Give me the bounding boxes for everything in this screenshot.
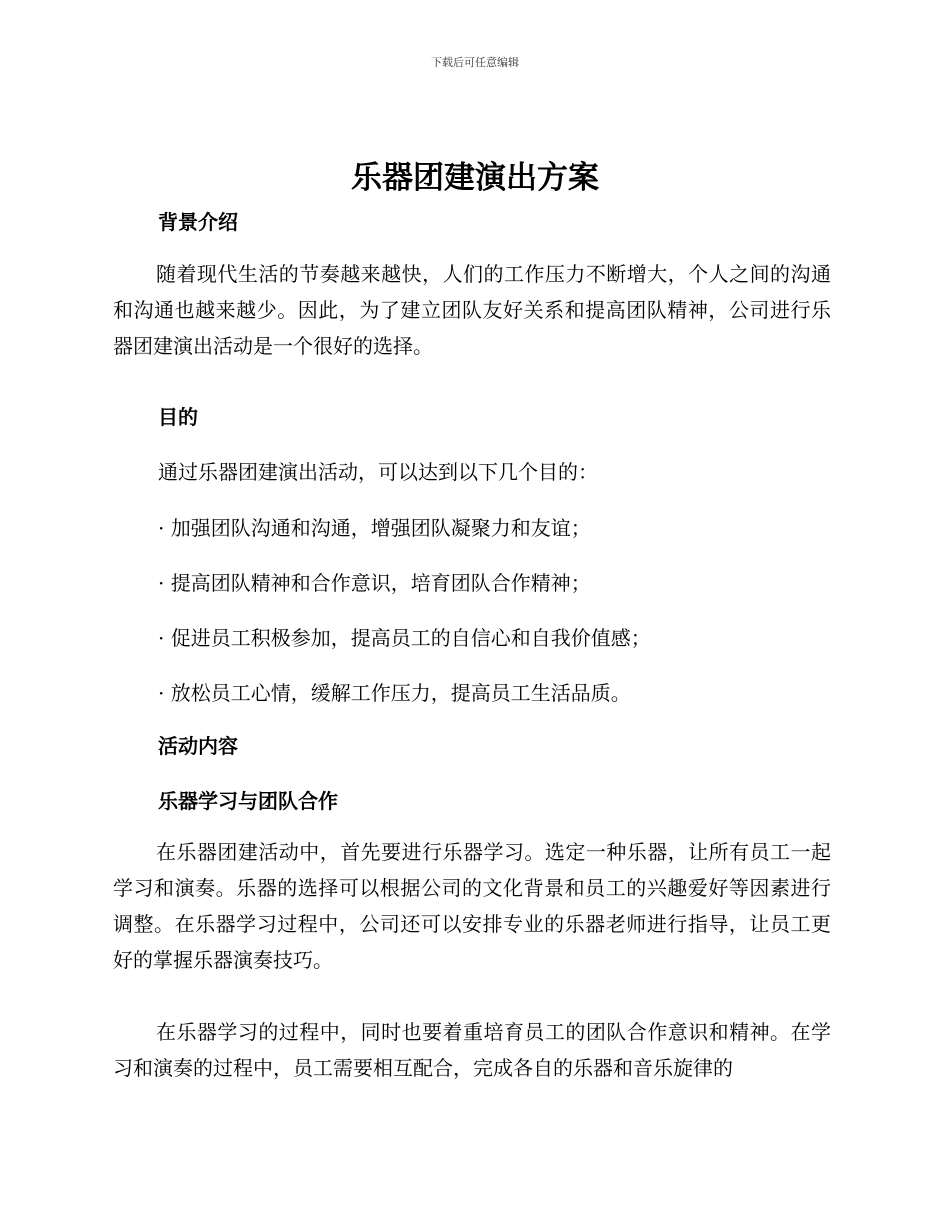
list-item: · 加强团队沟通和沟通，增强团队凝聚力和友谊； (158, 516, 591, 540)
list-item: · 放松员工心情，缓解工作压力，提高员工生活品质。 (158, 681, 631, 705)
heading-purpose: 目的 (158, 405, 198, 429)
paragraph-background: 随着现代生活的节奏越来越快，人们的工作压力不断增大，个人之间的沟通和沟通也越来越少。因此，为了建立团队友好关系和提高团队精神，公司进行乐器团建演出活动是一个很好的选择。 (113, 262, 831, 358)
purpose-intro: 通过乐器团建演出活动，可以达到以下几个目的： (158, 460, 598, 484)
header-note: 下载后可任意编辑 (431, 56, 519, 69)
paragraph-learning: 在乐器团建活动中，首先要进行乐器学习。选定一种乐器，让所有员工一起学习和演奏。乐器的选择可以根据公司的文化背景和员工的兴趣爱好等因素进行调整。在乐器学习过程中，公司还可以安排专业的乐器老师进行指导，让员工更好的掌握乐器演奏技巧。 (113, 840, 831, 972)
list-item: · 促进员工积极参加，提高员工的自信心和自我价值感； (158, 626, 651, 650)
heading-activity-content: 活动内容 (158, 734, 238, 758)
heading-instrument-learning: 乐器学习与团队合作 (158, 789, 338, 813)
page-title: 乐器团建演出方案 (351, 160, 599, 196)
list-item: · 提高团队精神和合作意识，培育团队合作精神； (158, 571, 591, 595)
paragraph-teamwork: 在乐器学习的过程中，同时也要着重培育员工的团队合作意识和精神。在学习和演奏的过程中，员工需要相互配合，完成各自的乐器和音乐旋律的 (113, 1020, 831, 1080)
heading-background: 背景介绍 (158, 210, 238, 234)
